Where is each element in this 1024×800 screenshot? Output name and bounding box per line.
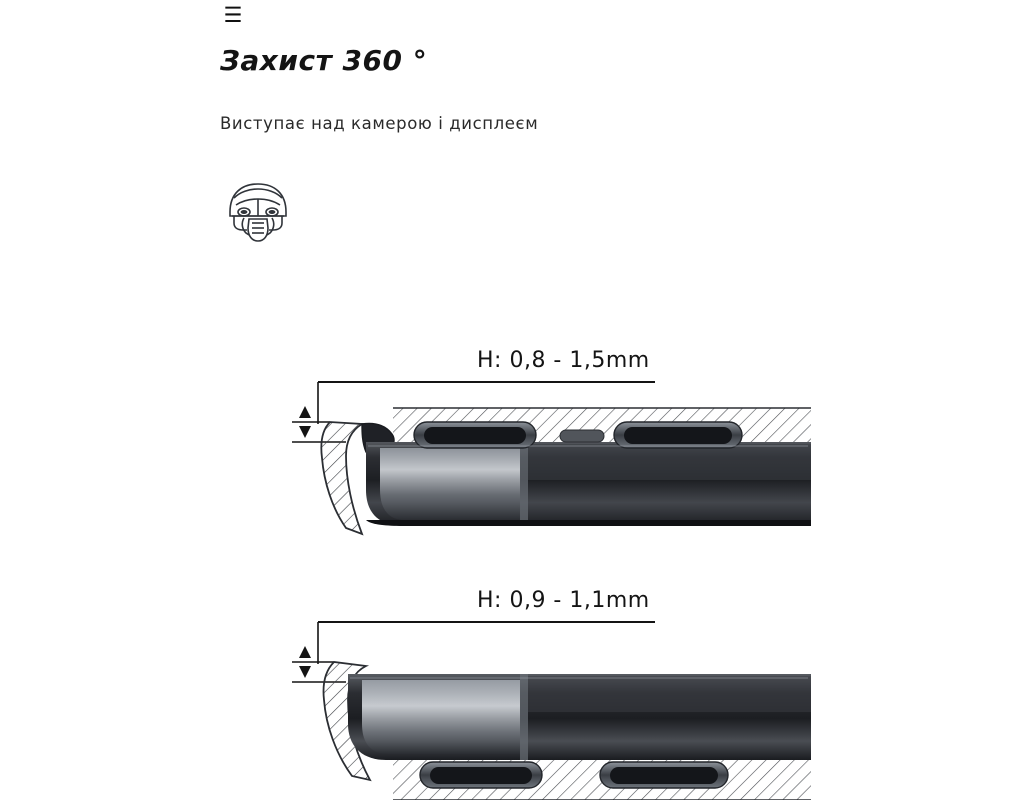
hamburger-menu-icon[interactable]: ☰	[223, 2, 243, 27]
dimension-label-camera: H: 0,8 - 1,5mm	[477, 348, 650, 373]
page-title: Захист 360 °	[220, 44, 428, 77]
page-subtitle: Виступає над камерою і дисплеєм	[220, 114, 539, 133]
stormtrooper-helmet-icon	[222, 178, 294, 248]
dimension-label-display: H: 0,9 - 1,1mm	[477, 588, 650, 613]
diagram-camera-clearance	[0, 330, 1024, 570]
diagram-display-clearance	[0, 578, 1024, 800]
